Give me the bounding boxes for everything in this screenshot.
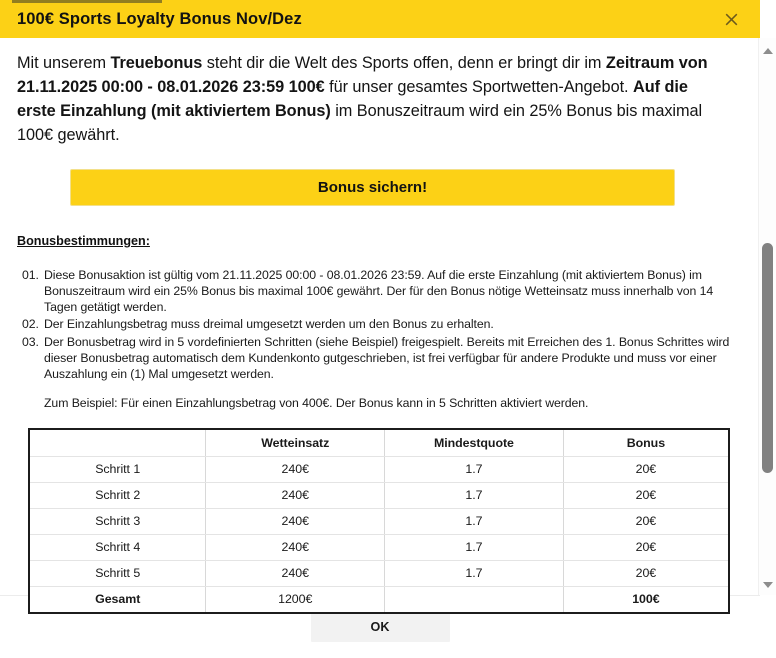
table-total-row bbox=[30, 586, 728, 612]
terms-item-number: 02. bbox=[22, 317, 39, 332]
terms-item bbox=[17, 316, 730, 332]
ok-button[interactable]: OK bbox=[311, 613, 450, 642]
terms-list bbox=[17, 267, 730, 383]
cell-step-label: Schritt 4 bbox=[30, 534, 206, 560]
cell-bonus: 20€ bbox=[563, 482, 728, 508]
cell-bonus: 20€ bbox=[563, 534, 728, 560]
cell-odds: 1.7 bbox=[385, 534, 564, 560]
table-row bbox=[30, 508, 728, 534]
terms-item-text: Der Bonusbetrag wird in 5 vordefinierten Schritten (siehe Beispiel) freigespielt. Bereits mit Erreichen des 1. Bonus Schrittes wird dieser Bonusbetrag automatisch dem Kundenkonto gutgeschrieben, ist frei verfügbar für andere Produkte und muss vor einer Auszahlung ein (1) Mal umgesetzt werden. bbox=[44, 334, 730, 382]
terms-item-number: 01. bbox=[22, 267, 39, 282]
intro-text-2: steht dir die Welt des Sports offen, denn er bringt dir im bbox=[202, 54, 606, 72]
dialog-title: 100€ Sports Loyalty Bonus Nov/Dez bbox=[17, 9, 302, 28]
cell-step-label: Schritt 3 bbox=[30, 508, 206, 534]
terms-item bbox=[17, 334, 730, 383]
table-header-wetteinsatz: Wetteinsatz bbox=[206, 430, 385, 457]
cell-total-stake: 1200€ bbox=[206, 586, 385, 612]
cell-bonus: 20€ bbox=[563, 508, 728, 534]
intro-bold-treuebonus: Treuebonus bbox=[110, 54, 203, 72]
cell-stake: 240€ bbox=[206, 560, 385, 586]
intro-bold-einzahlung: Auf die erste Einzahlung (mit aktiviertem Bonus) bbox=[17, 77, 688, 120]
terms-item-number: 03. bbox=[22, 334, 39, 349]
cell-total-odds bbox=[385, 586, 564, 612]
cell-bonus: 20€ bbox=[563, 560, 728, 586]
cell-stake: 240€ bbox=[206, 534, 385, 560]
dialog-scroll-content bbox=[0, 38, 758, 607]
intro-bold-zeitraum: Zeitraum von 21.11.2025 00:00 - 08.01.2026 23:59 100€ bbox=[17, 54, 708, 96]
dialog-body bbox=[0, 38, 760, 607]
cell-total-label: Gesamt bbox=[30, 586, 206, 612]
intro-paragraph bbox=[17, 52, 730, 148]
scroll-down-arrow-icon[interactable] bbox=[759, 576, 776, 593]
terms-item-text: Der Einzahlungsbetrag muss dreimal umgesetzt werden um den Bonus zu erhalten. bbox=[44, 317, 494, 332]
close-icon[interactable] bbox=[718, 6, 744, 32]
vertical-scrollbar[interactable] bbox=[758, 38, 776, 595]
example-note: Zum Beispiel: Für einen Einzahlungsbetrag von 400€. Der Bonus kann in 5 Schritten aktiviert werden. bbox=[44, 396, 589, 411]
bonus-steps-table-wrapper bbox=[28, 428, 730, 614]
table-header-empty bbox=[30, 430, 206, 457]
cell-odds: 1.7 bbox=[385, 482, 564, 508]
table-row bbox=[30, 482, 728, 508]
intro-text-1: Mit unserem bbox=[17, 54, 111, 72]
table-row bbox=[30, 560, 728, 586]
scroll-up-arrow-icon[interactable] bbox=[759, 42, 776, 59]
cell-step-label: Schritt 1 bbox=[30, 456, 206, 482]
scrollbar-thumb[interactable] bbox=[762, 243, 773, 473]
cell-stake: 240€ bbox=[206, 456, 385, 482]
cell-stake: 240€ bbox=[206, 482, 385, 508]
bonus-steps-table bbox=[30, 430, 728, 612]
terms-heading-row bbox=[17, 206, 730, 250]
cell-bonus: 20€ bbox=[563, 456, 728, 482]
cta-row bbox=[17, 169, 730, 206]
table-header-bonus: Bonus bbox=[563, 430, 728, 457]
cell-odds: 1.7 bbox=[385, 508, 564, 534]
table-row bbox=[30, 456, 728, 482]
cell-step-label: Schritt 2 bbox=[30, 482, 206, 508]
intro-text-3: für unser gesamtes Sportwetten-Angebot. bbox=[324, 77, 633, 96]
bonus-sichern-button[interactable]: Bonus sichern! bbox=[70, 169, 675, 206]
cell-odds: 1.7 bbox=[385, 560, 564, 586]
table-header-mindestquote: Mindestquote bbox=[385, 430, 564, 457]
table-row bbox=[30, 534, 728, 560]
cell-total-bonus: 100€ bbox=[632, 592, 660, 607]
cell-stake: 240€ bbox=[206, 508, 385, 534]
terms-item bbox=[17, 267, 730, 316]
intro-text-4: im Bonuszeitraum wird ein 25% Bonus bis maximal 100€ gewährt. bbox=[17, 101, 703, 144]
table-header-row bbox=[30, 430, 728, 457]
table-body bbox=[30, 456, 728, 612]
terms-heading: Bonusbestimmungen: bbox=[17, 233, 150, 248]
table-head bbox=[30, 430, 728, 457]
clipped-page-text-sliver bbox=[12, 0, 162, 3]
cell-odds: 1.7 bbox=[385, 456, 564, 482]
terms-item-text: Diese Bonusaktion ist gültig vom 21.11.2025 00:00 - 08.01.2026 23:59. Auf die erste Einzahlung (mit aktiviertem Bonus) im Bonuszeitraum wird ein 25% Bonus bis maximal 100€ gewährt. Der für den Bonus nötige Wetteinsatz muss innerhalb von 14 Tagen getätigt werden. bbox=[44, 267, 714, 315]
cell-step-label: Schritt 5 bbox=[30, 560, 206, 586]
dialog-titlebar bbox=[0, 0, 760, 38]
